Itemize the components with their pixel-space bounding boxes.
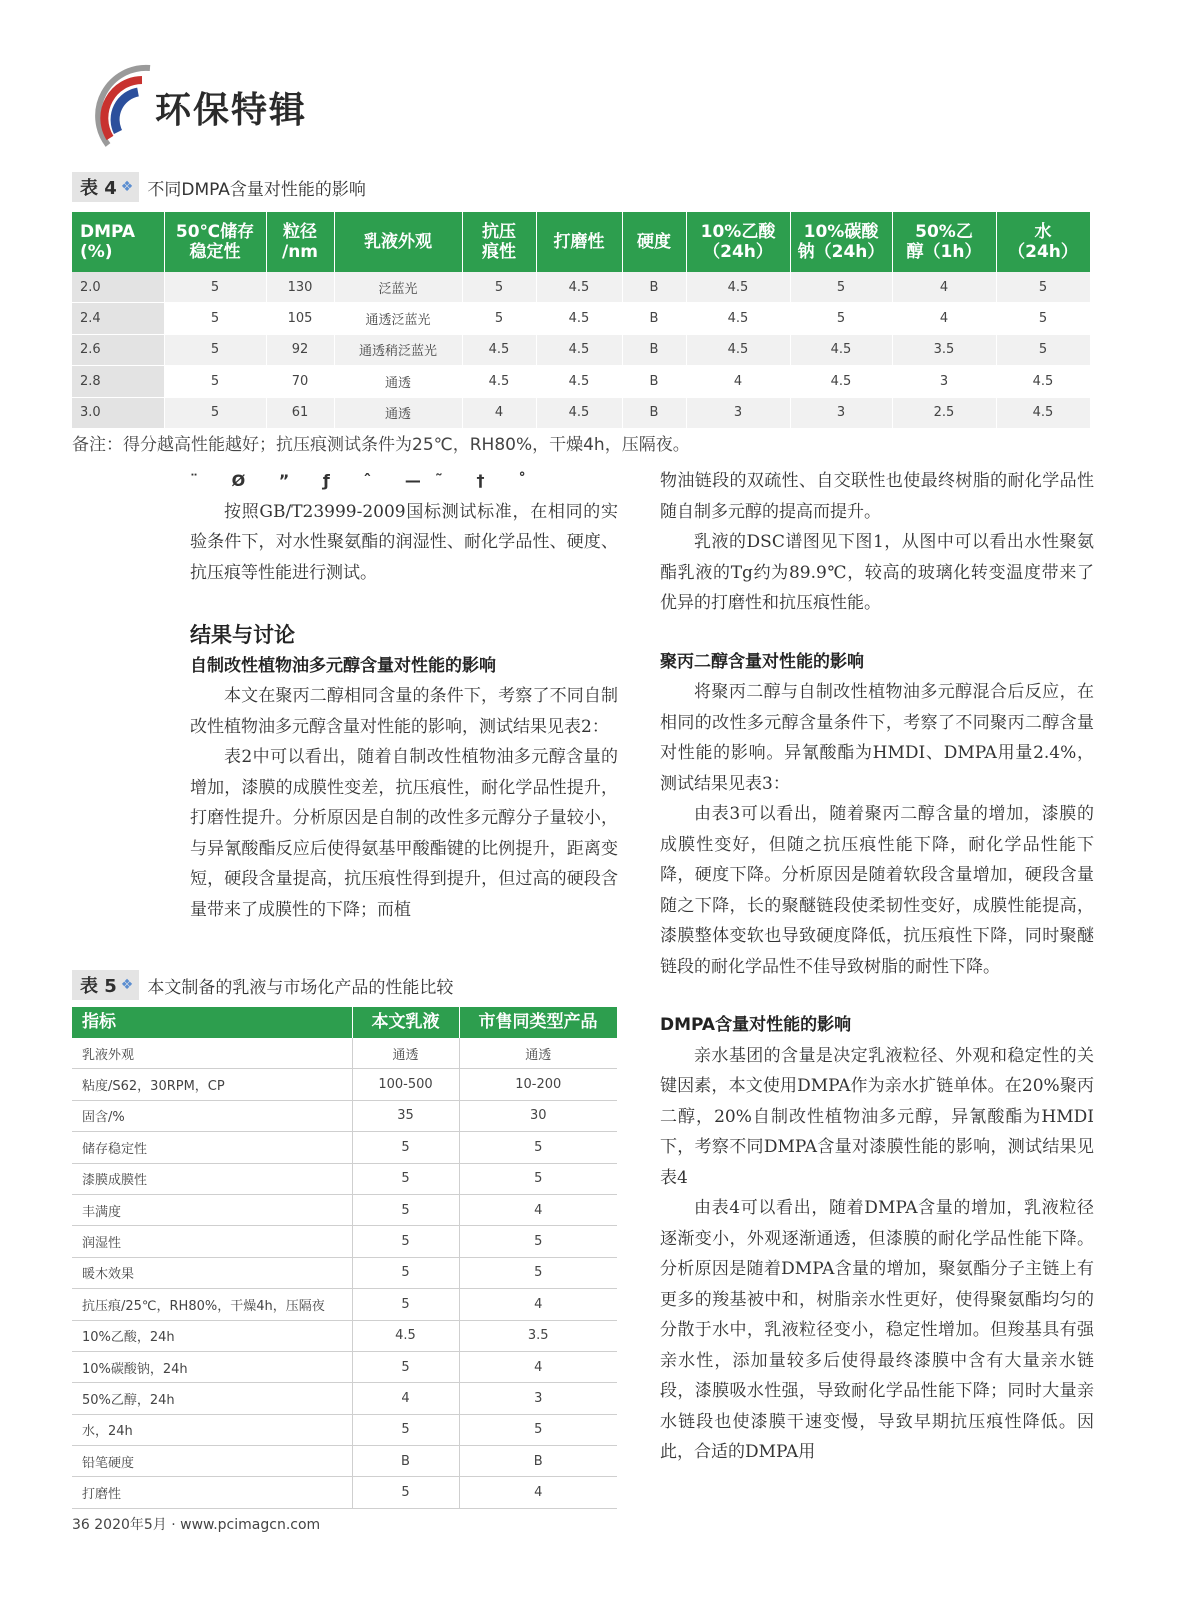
table-cell: 5 [164,397,266,428]
table-cell: 4 [459,1194,617,1225]
table-cell: 4 [892,303,996,334]
table-row [72,1351,617,1382]
table-cell: B [459,1446,617,1477]
table-row [72,1257,617,1288]
table-cell: 3 [892,366,996,397]
table-cell: B [622,366,686,397]
table-cell: 5 [352,1226,459,1257]
table5-header-cell: 市售同类型产品 [459,1007,617,1038]
table-cell: 5 [459,1163,617,1194]
table4-note: 备注：得分越高性能越好；抗压痕测试条件为25℃，RH80%，干燥4h，压隔夜。 [72,435,690,455]
table-cell: 5 [459,1257,617,1288]
table-cell: 5 [352,1132,459,1163]
table-cell: 5 [462,272,536,303]
table-cell: 2.6 [72,334,164,365]
table-cell: 5 [459,1414,617,1445]
table4-header-cell: 乳液外观 [334,212,462,272]
table-cell: 4.5 [536,272,622,303]
table-cell: 5 [996,334,1090,365]
heading-results: 结果与讨论 [190,623,295,647]
table4-header-cell: DMPA (%) [72,212,164,272]
table-cell: 4.5 [536,366,622,397]
table-row [72,1414,617,1445]
table4-label-tag [72,172,139,202]
table-cell: 5 [352,1477,459,1508]
table-cell: 5 [352,1414,459,1445]
table5-caption [72,970,453,1000]
table-cell: 105 [266,303,334,334]
table-cell: 3.5 [892,334,996,365]
table4 [72,212,1091,429]
table-row [72,1194,617,1225]
table-cell: 4.5 [462,334,536,365]
table5-caption-text: 本文制备的乳液与市场化产品的性能比较 [147,977,454,998]
diamond-icon: ❖ [120,179,134,195]
table-cell: 通透稍泛蓝光 [334,334,462,365]
table-cell: 4.5 [790,366,892,397]
table-cell: 4 [352,1383,459,1414]
table-cell: 4.5 [536,334,622,365]
table-cell: 3 [459,1383,617,1414]
table-cell: 打磨性 [72,1477,352,1508]
table4-header-cell: 50%乙 醇（1h） [892,212,996,272]
table-cell: 漆膜成膜性 [72,1163,352,1194]
table-cell: 10%乙酸，24h [72,1320,352,1351]
table-cell: 5 [164,272,266,303]
table-cell: 2.4 [72,303,164,334]
table4-header-cell: 10%乙酸 （24h） [686,212,790,272]
table-cell: 固含/% [72,1100,352,1131]
table5-label: 表 5 [80,976,117,997]
table-cell: 通透 [352,1038,459,1069]
left-column [190,466,618,925]
table-row [72,366,1090,397]
table-cell: 抗压痕/25℃，RH80%，干燥4h，压隔夜 [72,1289,352,1320]
table-cell: 35 [352,1100,459,1131]
table-cell: 水，24h [72,1414,352,1445]
table5-header-cell: 指标 [72,1007,352,1038]
table-cell: 4.5 [686,334,790,365]
table-cell: 3 [790,397,892,428]
table-cell: 5 [164,366,266,397]
table-cell: B [622,303,686,334]
paragraph: 按照GB/T23999-2009国标测试标准，在相同的实验条件下，对水性聚氨酯的润湿性、耐化学品性、硬度、抗压痕等性能进行测试。 [190,501,618,583]
table-cell: 92 [266,334,334,365]
table4-header-cell: 打磨性 [536,212,622,272]
paragraph: 物油链段的双疏性、自交联性也使最终树脂的耐化学品性随自制多元醇的提高而提升。 [660,471,1094,522]
table-cell: 5 [996,303,1090,334]
table-cell: 乳液外观 [72,1038,352,1069]
table-row [72,1383,617,1414]
table-cell: 2.0 [72,272,164,303]
table-cell: 4 [686,366,790,397]
table-row [72,1289,617,1320]
table-cell: 3.5 [459,1320,617,1351]
table-cell: 4.5 [790,334,892,365]
table-cell: 5 [459,1132,617,1163]
table-cell: 铅笔硬度 [72,1446,352,1477]
table-cell: 10-200 [459,1069,617,1100]
page-footer: 36 2020年5月 · www.pcimagcn.com [72,1517,321,1533]
table4-header-cell: 50℃储存 稳定性 [164,212,266,272]
table-cell: 4.5 [536,397,622,428]
table-cell: 2.5 [892,397,996,428]
table-cell: 通透 [334,397,462,428]
table-cell: 5 [352,1351,459,1382]
table-cell: B [622,334,686,365]
table4-header-cell: 10%碳酸 钠（24h） [790,212,892,272]
table5 [72,1007,618,1509]
table-row [72,397,1090,428]
table-cell: 130 [266,272,334,303]
table-cell: 5 [790,303,892,334]
paragraph: 表2中可以看出，随着自制改性植物油多元醇含量的增加，漆膜的成膜性变差，抗压痕性，耐化学品性提升，打磨性提升。分析原因是自制的改性多元醇分子量较小，与异氰酸酯反应后使得氨基甲酸酯键的比例提升，距离变短，硬段含量提高，抗压痕性得到提升，但过高的硬段含量带来了成膜性的下降；而植 [190,747,618,920]
table-cell: 泛蓝光 [334,272,462,303]
table5-label-tag [72,970,139,1000]
table-cell: 70 [266,366,334,397]
table-row [72,1163,617,1194]
table4-header-cell: 粒径 /nm [266,212,334,272]
table-cell: 通透泛蓝光 [334,303,462,334]
table-cell: 润湿性 [72,1226,352,1257]
table-row [72,1446,617,1477]
table-cell: 4 [459,1477,617,1508]
table-cell: 3 [686,397,790,428]
table-cell: 5 [790,272,892,303]
table-cell: 4.5 [352,1320,459,1351]
table-cell: 4.5 [536,303,622,334]
table-row [72,1069,617,1100]
table-row [72,334,1090,365]
table5-header-cell: 本文乳液 [352,1007,459,1038]
table-cell: B [622,397,686,428]
garbled-heading: ¨ Ø ” ƒ ˆ —˜ † ˚ [190,471,541,490]
table-cell: B [622,272,686,303]
table4-caption-text: 不同DMPA含量对性能的影响 [147,179,366,200]
table-row [72,1132,617,1163]
table-cell: 4.5 [686,303,790,334]
paragraph: 本文在聚丙二醇相同含量的条件下，考察了不同自制改性植物油多元醇含量对性能的影响，测试结果见表2： [190,686,618,737]
table-cell: 10%碳酸钠，24h [72,1351,352,1382]
table4-header-cell: 水 （24h） [996,212,1090,272]
table-cell: 暖木效果 [72,1257,352,1288]
table-cell: 2.8 [72,366,164,397]
paragraph: 乳液的DSC谱图见下图1，从图中可以看出水性聚氨酯乳液的Tg约为89.9℃，较高的玻璃化转变温度带来了优异的打磨性和抗压痕性能。 [660,532,1094,613]
table-cell: 4.5 [996,366,1090,397]
table-cell: 5 [462,303,536,334]
table-cell: 61 [266,397,334,428]
table-cell: 5 [164,334,266,365]
table-cell: 4.5 [686,272,790,303]
paragraph: 将聚丙二醇与自制改性植物油多元醇混合后反应，在相同的改性多元醇含量条件下，考察了不同聚丙二醇含量对性能的影响。异氰酸酯为HMDI、DMPA用量2.4%，测试结果见表3： [660,682,1094,794]
table-cell: B [352,1446,459,1477]
table-cell: 5 [996,272,1090,303]
table-cell: 5 [164,303,266,334]
table-cell: 通透 [334,366,462,397]
table-cell: 30 [459,1100,617,1131]
table-row [72,1477,617,1508]
table-cell: 4 [462,397,536,428]
table-cell: 储存稳定性 [72,1132,352,1163]
table-cell: 4 [459,1351,617,1382]
table-cell: 4.5 [996,397,1090,428]
table4-header-cell: 抗压 痕性 [462,212,536,272]
paragraph: 由表3可以看出，随着聚丙二醇含量的增加，漆膜的成膜性变好，但随之抗压痕性能下降，耐化学品性能下降，硬度下降。分析原因是随着软段含量增加，硬段含量随之下降，长的聚醚链段使柔韧性变好，成膜性能提高，漆膜整体变软也导致硬度降低，抗压痕性下降，同时聚醚链段的耐化学品性不佳导致树脂的耐性下降。 [660,804,1094,977]
table-cell: 5 [352,1289,459,1320]
table4-caption [72,172,366,202]
subheading-dmpa: DMPA含量对性能的影响 [660,1015,852,1035]
table4-label: 表 4 [80,178,117,199]
table-cell: 5 [352,1163,459,1194]
table-row [72,1100,617,1131]
right-column [660,466,1094,1468]
table-cell: 5 [352,1257,459,1288]
table-row [72,272,1090,303]
table-cell: 4.5 [462,366,536,397]
table-cell: 4 [892,272,996,303]
subheading-polyol: 自制改性植物油多元醇含量对性能的影响 [190,655,496,676]
table-cell: 100-500 [352,1069,459,1100]
table-cell: 通透 [459,1038,617,1069]
paragraph: 由表4可以看出，随着DMPA含量的增加，乳液粒径逐渐变小，外观逐渐通透，但漆膜的耐化学品性能下降。分析原因是随着DMPA含量的增加，聚氨酯分子主链上有更多的羧基被中和，树脂亲水性更好，使得聚氨酯均匀的分散于水中，乳液粒径变小，稳定性增加。但羧基具有强亲水性，添加量较多后使得最终漆膜中含有大量亲水链段，漆膜吸水性强，导致耐化学品性能下降；同时大量亲水链段也使漆膜干速变慢，导致早期抗压痕性降低。因此，合适的DMPA用 [660,1198,1094,1462]
table-cell: 4 [459,1289,617,1320]
table-cell: 5 [459,1226,617,1257]
table4-header-cell: 硬度 [622,212,686,272]
diamond-icon: ❖ [120,977,134,993]
table-cell: 5 [352,1194,459,1225]
subheading-ppg: 聚丙二醇含量对性能的影响 [660,651,864,672]
table-cell: 3.0 [72,397,164,428]
table-row [72,1038,617,1069]
table-row [72,1226,617,1257]
table-cell: 50%乙醇，24h [72,1383,352,1414]
section-title: 环保特辑 [155,90,308,131]
table-row [72,1320,617,1351]
table-cell: 粘度/S62，30RPM，CP [72,1069,352,1100]
table-row [72,303,1090,334]
table-cell: 丰满度 [72,1194,352,1225]
paragraph: 亲水基团的含量是决定乳液粒径、外观和稳定性的关键因素，本文使用DMPA作为亲水扩链单体。在20%聚丙二醇，20%自制改性植物油多元醇，异氰酸酯为HMDI下，考察不同DMPA含量对漆膜性能的影响，测试结果见表4 [660,1045,1094,1188]
